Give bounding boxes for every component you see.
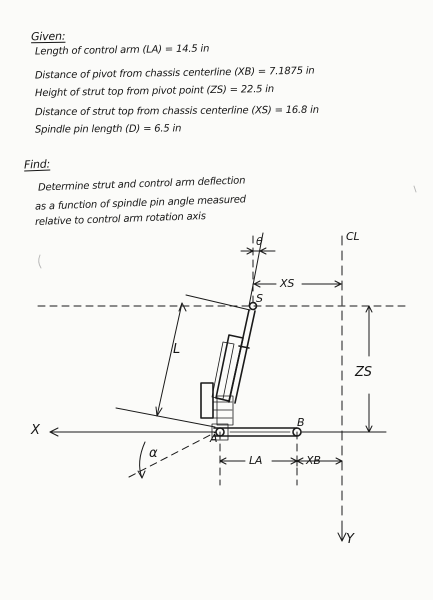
- bleed-through-mark: [39, 255, 41, 268]
- xs-label: XS: [280, 277, 295, 290]
- zs-label: ZS: [355, 365, 372, 380]
- centerline-label: CL: [346, 230, 360, 243]
- l-dimension: [157, 303, 182, 416]
- alpha-label: α: [149, 446, 158, 461]
- alpha-reference-line: [129, 432, 216, 477]
- find-line-1: Determine strut and control arm deflection: [37, 175, 246, 194]
- l-label: L: [173, 342, 181, 357]
- find-line-2: as a function of spindle pin angle measured: [34, 194, 247, 213]
- point-b-label: B: [297, 416, 305, 429]
- given-line-strut-top-distance: Distance of strut top from chassis centerline (XS) = 16.8 in: [34, 104, 319, 119]
- l-reference-top: [186, 295, 250, 310]
- la-label: LA: [249, 454, 263, 467]
- find-line-3: relative to control arm rotation axis: [34, 211, 206, 228]
- find-heading: Find:: [23, 157, 51, 172]
- bleed-through-mark: [414, 186, 416, 192]
- given-line-spindle-pin-length: Spindle pin length (D) = 6.5 in: [34, 123, 182, 136]
- point-a-label: A: [210, 432, 218, 445]
- theta-label: θ: [256, 235, 263, 248]
- x-axis-label: X: [31, 423, 40, 438]
- strut-assembly: [201, 310, 255, 425]
- point-s-label: S: [256, 292, 263, 305]
- given-line-strut-top-height: Height of strut top from pivot point (ZS) = 22.5 in: [34, 83, 275, 100]
- given-heading: Given:: [30, 29, 66, 44]
- xb-label: XB: [306, 454, 321, 467]
- l-reference-bottom: [116, 408, 215, 427]
- y-axis-label: Y: [346, 532, 354, 547]
- given-line-pivot-distance: Distance of pivot from chassis centerline (XB) = 7.1875 in: [34, 65, 315, 82]
- alpha-arrowhead: [138, 471, 145, 478]
- given-line-control-arm-length: Length of control arm (LA) = 14.5 in: [34, 43, 210, 58]
